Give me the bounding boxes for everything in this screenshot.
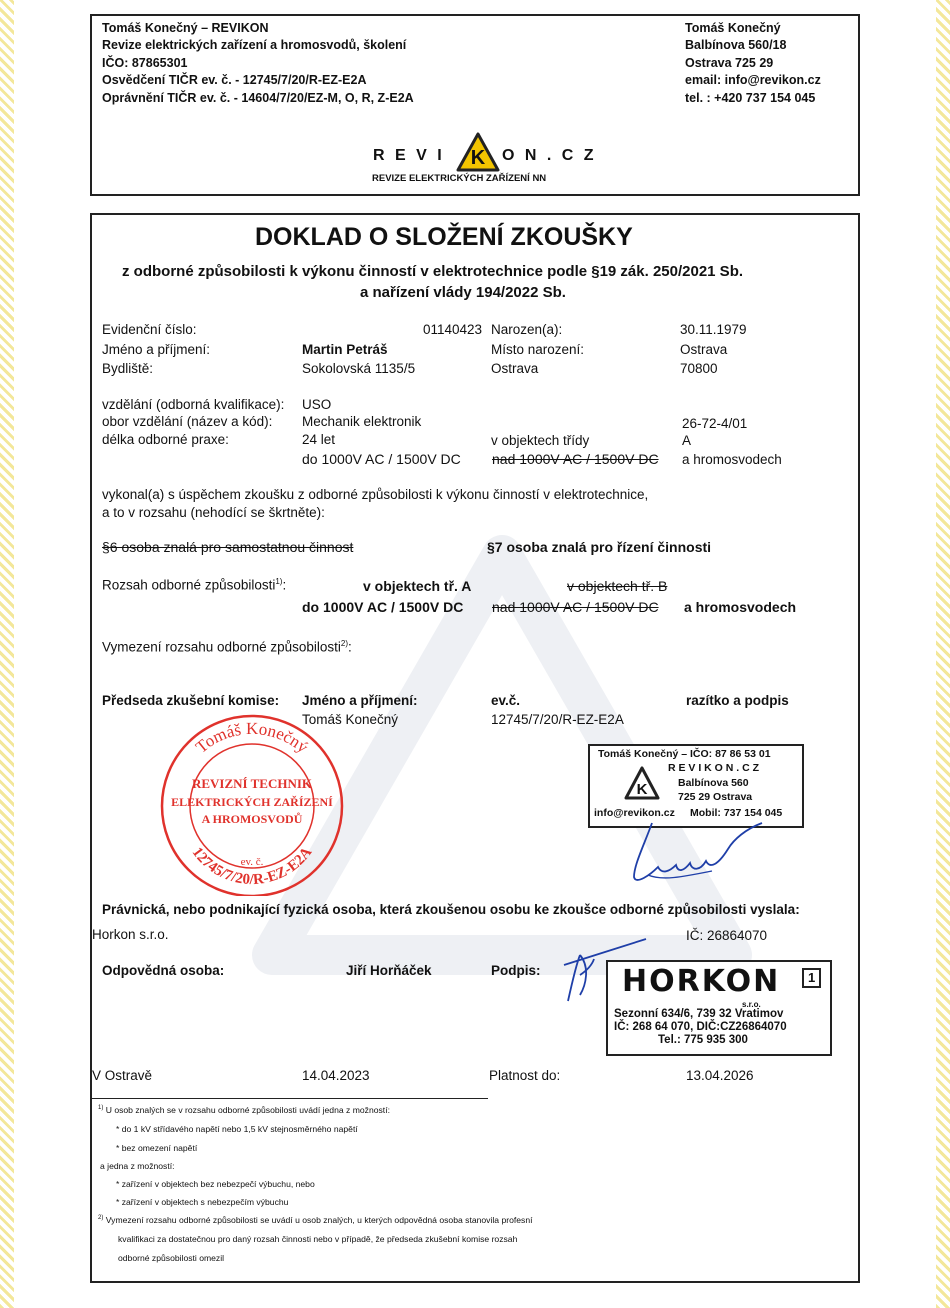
issue-date: 14.04.2023 bbox=[302, 1068, 370, 1083]
scope-voltage-1: do 1000V AC / 1500V DC bbox=[302, 599, 464, 615]
chair-name-value: Tomáš Konečný bbox=[302, 712, 399, 727]
red-stamp-line-2: ELEKTRICKÝCH ZAŘÍZENÍ bbox=[171, 795, 333, 809]
evid-value: 01140423 bbox=[423, 322, 483, 337]
address-city: Ostrava bbox=[491, 361, 539, 376]
red-stamp-ev: ev. č. bbox=[240, 856, 264, 868]
horkon-sro: s.r.o. bbox=[742, 1000, 761, 1009]
revikon-stamp-mobil: Mobil: 737 154 045 bbox=[690, 807, 783, 819]
field-code: 26-72-4/01 bbox=[682, 416, 748, 431]
footnote-2-number: 2) bbox=[98, 1215, 104, 1222]
footnote-1-text: U osob znalých se v rozsahu odborné způsobilosti uvádí jedna z možností: bbox=[105, 1105, 390, 1115]
footnote-1d: * zařízení v objektech bez nebezpečí výbuchu, nebo bbox=[116, 1179, 315, 1189]
logo-text-right: O N . C Z bbox=[502, 147, 597, 164]
chair-stamp-label: razítko a podpis bbox=[686, 693, 789, 708]
footnote-2 bbox=[98, 1215, 533, 1225]
class-value: A bbox=[682, 433, 692, 448]
scope-label bbox=[102, 577, 286, 593]
horkon-line-3: Tel.: 775 935 300 bbox=[658, 1034, 748, 1046]
voltage-1: do 1000V AC / 1500V DC bbox=[302, 451, 461, 467]
born-value: 30.11.1979 bbox=[680, 322, 747, 337]
header-right-line: email: info@revikon.cz bbox=[685, 73, 821, 88]
header-right-line: Balbínova 560/18 bbox=[685, 38, 787, 53]
footnote-2c: odborné způsobilosti omezil bbox=[118, 1253, 225, 1263]
scope-colon: : bbox=[282, 577, 287, 593]
scope-voltage-2-struck: nad 1000V AC / 1500V DC bbox=[492, 599, 659, 615]
place: V Ostravě bbox=[92, 1068, 153, 1083]
svg-text:K: K bbox=[470, 147, 486, 169]
scope-class-a: v objektech tř. A bbox=[363, 578, 472, 594]
address-label: Bydliště: bbox=[102, 361, 154, 376]
footnote-1b: * bez omezení napětí bbox=[116, 1143, 198, 1153]
header-right-line: tel. : +420 737 154 045 bbox=[685, 90, 816, 105]
address-zip: 70800 bbox=[680, 361, 718, 376]
scope-footnote-ref: 1) bbox=[275, 577, 283, 586]
red-stamp-arc-top: Tomáš Konečný bbox=[192, 718, 313, 757]
logo-triangle-icon bbox=[456, 132, 500, 172]
exam-line-2: a to v rozsahu (nehodící se škrtněte): bbox=[102, 505, 325, 520]
header-left-block bbox=[102, 20, 414, 107]
scope-class-b-struck: v objektech tř. B bbox=[567, 578, 668, 594]
horkon-line-1: Sezonní 634/6, 739 32 Vratimov bbox=[614, 1008, 784, 1020]
header-right-line: Tomáš Konečný bbox=[685, 21, 781, 35]
vymez-label-text: Vymezení rozsahu odborné způsobilosti bbox=[102, 639, 341, 655]
svg-text:K: K bbox=[636, 781, 648, 798]
red-stamp-line-3: A HROMOSVODŮ bbox=[201, 812, 303, 826]
revikon-stamp-triangle-icon bbox=[624, 766, 660, 800]
footnote-divider bbox=[92, 1098, 488, 1099]
field-label: obor vzdělání (název a kód): bbox=[102, 414, 273, 429]
paragraph-6-struck: §6 osoba znalá pro samostatnou činnost bbox=[102, 539, 354, 555]
header-box bbox=[90, 14, 860, 196]
edu-label: vzdělání (odborná kvalifikace): bbox=[102, 397, 285, 412]
footnote-2a: Vymezení rozsahu odborné způsobilosti se uvádí u osob znalých, u kterých odpovědná osoba stanovila profesní bbox=[105, 1215, 533, 1225]
paragraph-7: §7 osoba znalá pro řízení činnosti bbox=[487, 539, 712, 555]
header-left-line: Osvědčení TIČR ev. č. - 12745/7/20/R-EZ-E2A bbox=[102, 73, 367, 88]
scope-label-text: Rozsah odborné způsobilosti bbox=[102, 577, 276, 593]
lightning-text: a hromosvodech bbox=[682, 452, 782, 467]
header-left-line: Oprávnění TIČR ev. č. - 14604/7/20/EZ-M, O, R, Z-E2A bbox=[102, 90, 414, 105]
doc-subtitle-2: a nařízení vlády 194/2022 Sb. bbox=[360, 284, 566, 301]
name-value: Martin Petráš bbox=[302, 342, 388, 357]
red-stamp-line-1: REVIZNÍ TECHNIK bbox=[191, 776, 313, 791]
horkon-line-2: IČ: 268 64 070, DIČ:CZ26864070 bbox=[614, 1021, 787, 1033]
footnote-1c: a jedna z možností: bbox=[100, 1161, 175, 1171]
header-right-block bbox=[685, 20, 821, 107]
name-label: Jméno a příjmení: bbox=[102, 342, 211, 357]
edu-value: USO bbox=[302, 397, 332, 412]
chair-ev-value: 12745/7/20/R-EZ-E2A bbox=[491, 712, 624, 727]
revikon-stamp-line-2: R E V I K O N . C Z bbox=[668, 762, 760, 774]
field-value: Mechanik elektronik bbox=[302, 414, 422, 429]
logo-subtitle: REVIZE ELEKTRICKÝCH ZAŘÍZENÍ NN bbox=[372, 173, 547, 184]
evid-label: Evidenční číslo: bbox=[102, 322, 197, 337]
revikon-stamp-line-3: Balbínova 560 bbox=[678, 777, 749, 789]
responsible-name: Jiří Horňáček bbox=[346, 963, 432, 978]
revikon-stamp-line-4: 725 29 Ostrava bbox=[678, 791, 753, 803]
logo-text-left: R E V I bbox=[373, 147, 445, 164]
right-border-decoration bbox=[936, 0, 950, 1308]
voltage-2-struck: nad 1000V AC / 1500V DC bbox=[492, 451, 659, 467]
header-left-line: Revize elektrických zařízení a hromosvodů, školení bbox=[102, 38, 407, 53]
doc-title: DOKLAD O SLOŽENÍ ZKOUŠKY bbox=[255, 223, 633, 251]
chair-ev-label: ev.č. bbox=[491, 693, 521, 708]
practice-value: 24 let bbox=[302, 432, 336, 447]
doc-subtitle-1: z odborné způsobilosti k výkonu činností v elektrotechnice podle §19 zák. 250/2021 Sb. bbox=[122, 263, 744, 280]
header-right-line: Ostrava 725 29 bbox=[685, 55, 774, 70]
valid-date: 13.04.2026 bbox=[686, 1068, 754, 1083]
main-box bbox=[90, 213, 860, 1283]
footnote-1a: * do 1 kV střídavého napětí nebo 1,5 kV stejnosměrného napětí bbox=[116, 1124, 358, 1134]
red-stamp-arc-bottom: 12745/7/20/R-EZ-E2A bbox=[188, 844, 316, 889]
revikon-stamp-email: info@revikon.cz bbox=[594, 807, 675, 819]
employer-ic: IČ: 26864070 bbox=[686, 928, 768, 943]
svg-text:Tomáš Konečný bbox=[192, 719, 312, 757]
horkon-logo: HORKON bbox=[622, 964, 781, 999]
footnote-1-number: 1) bbox=[98, 1105, 104, 1112]
vymez-footnote-ref: 2) bbox=[340, 639, 349, 648]
class-label: v objektech třídy bbox=[491, 433, 590, 448]
footnote-1 bbox=[98, 1105, 390, 1115]
valid-label: Platnost do: bbox=[489, 1068, 561, 1083]
exam-line-1: vykonal(a) s úspěchem zkoušku z odborné způsobilosti k výkonu činností v elektrotechnice, bbox=[102, 487, 649, 502]
responsible-label: Odpovědná osoba: bbox=[102, 963, 225, 978]
chair-name-label: Jméno a příjmení: bbox=[302, 693, 418, 708]
horkon-stamp bbox=[606, 960, 832, 1056]
practice-label: délka odborné praxe: bbox=[102, 432, 229, 447]
employer-name: Horkon s.r.o. bbox=[92, 927, 169, 942]
birthplace-value: Ostrava bbox=[680, 342, 728, 357]
born-label: Narozen(a): bbox=[491, 322, 563, 337]
employer-label: Právnická, nebo podnikající fyzická osoba, která zkoušenou osobu ke zkoušce odborné způsobilosti vyslala: bbox=[102, 902, 800, 917]
horkon-logo-number: 1 bbox=[802, 968, 821, 988]
left-border-decoration bbox=[0, 0, 14, 1308]
header-left-line: Tomáš Konečný – REVIKON bbox=[102, 21, 269, 35]
footnote-2b: kvalifikaci za dostatečnou pro daný rozsah činnosti nebo v případě, že předseda zkušební komise rozsah bbox=[118, 1234, 518, 1244]
footnote-1e: * zařízení v objektech s nebezpečím výbuchu bbox=[116, 1197, 289, 1207]
address-street: Sokolovská 1135/5 bbox=[302, 361, 416, 376]
scope-lightning: a hromosvodech bbox=[684, 599, 797, 615]
birthplace-label: Místo narození: bbox=[491, 342, 585, 357]
red-round-stamp bbox=[154, 712, 350, 896]
vymez-colon: : bbox=[348, 639, 352, 655]
header-left-line: IČO: 87865301 bbox=[102, 55, 188, 70]
signature-label: Podpis: bbox=[491, 963, 541, 978]
vymez-label bbox=[102, 639, 352, 655]
chair-signature bbox=[622, 815, 772, 895]
chair-label: Předseda zkušební komise: bbox=[102, 693, 280, 708]
revikon-stamp-line-1: Tomáš Konečný – IČO: 87 86 53 01 bbox=[598, 748, 771, 760]
